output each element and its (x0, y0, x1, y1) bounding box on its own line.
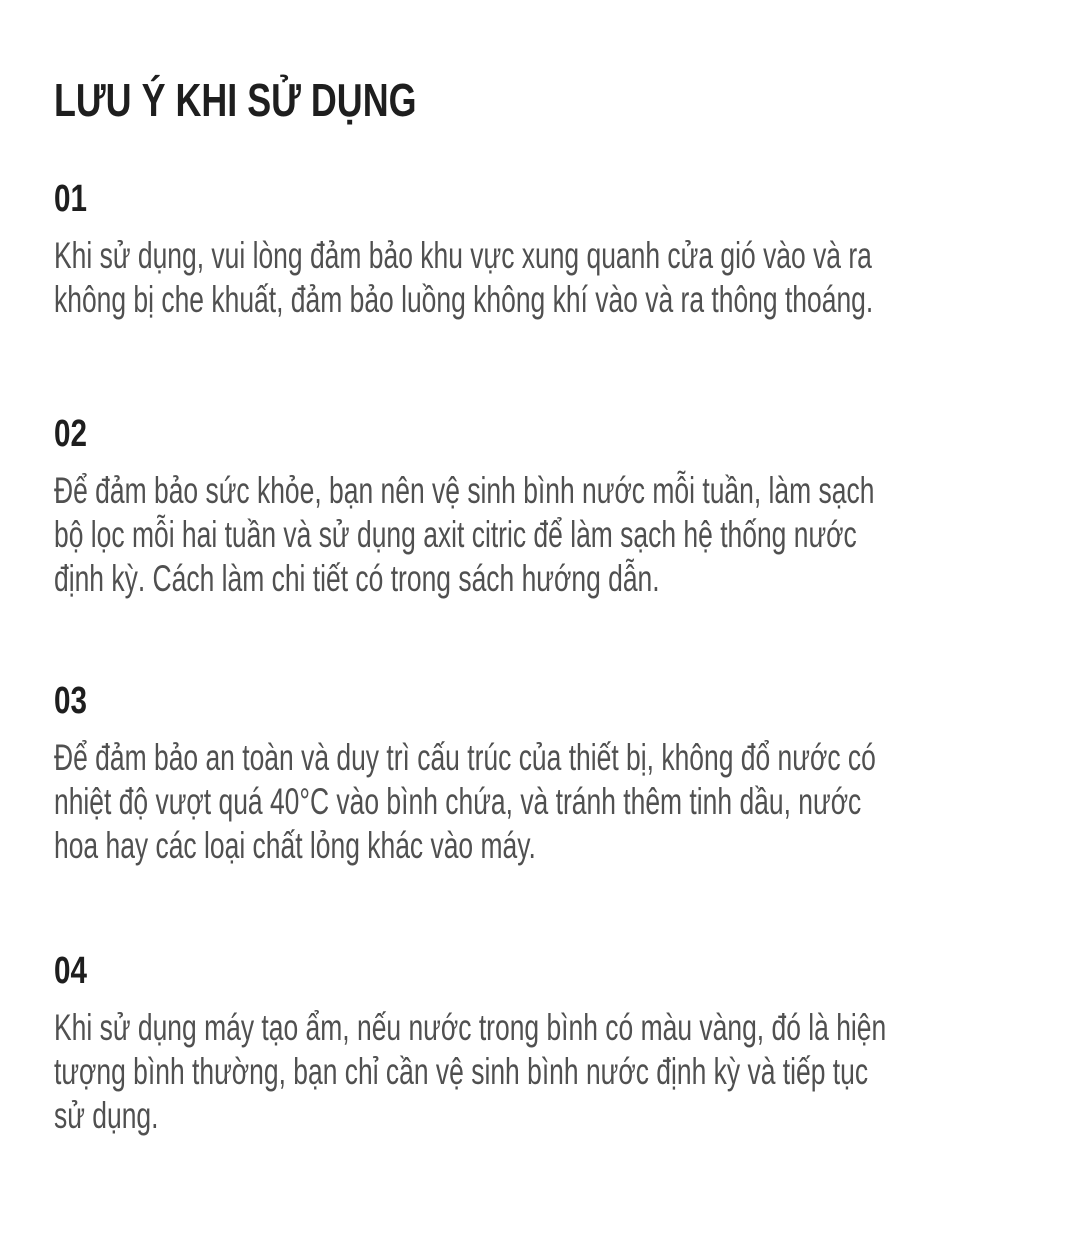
page-title (54, 72, 519, 128)
note-section-02 (54, 411, 1080, 601)
note-number: 02 (54, 413, 87, 455)
note-text (54, 1006, 1080, 1138)
note-section-01 (54, 176, 1080, 322)
note-text-line: Khi sử dụng, vui lòng đảm bảo khu vực xung quanh cửa gió vào và ra (54, 235, 872, 276)
note-number: 01 (54, 178, 87, 220)
note-text (54, 469, 1080, 601)
note-text-line: sử dụng. (54, 1095, 159, 1136)
note-text-line: Để đảm bảo an toàn và duy trì cấu trúc của thiết bị, không đổ nước có (54, 737, 876, 778)
note-number: 04 (54, 950, 87, 992)
note-section-04 (54, 948, 1080, 1138)
note-text-line: bộ lọc mỗi hai tuần và sử dụng axit citric để làm sạch hệ thống nước (54, 514, 857, 555)
note-text (54, 736, 1080, 868)
note-text-line: hoa hay các loại chất lỏng khác vào máy. (54, 825, 536, 866)
note-text-line: Khi sử dụng máy tạo ẩm, nếu nước trong bình có màu vàng, đó là hiện (54, 1007, 887, 1048)
note-text-line: tượng bình thường, bạn chỉ cần vệ sinh bình nước định kỳ và tiếp tục (54, 1051, 869, 1092)
note-text-line: không bị che khuất, đảm bảo luồng không khí vào và ra thông thoáng. (54, 279, 874, 320)
note-number: 03 (54, 680, 87, 722)
note-text-line: Để đảm bảo sức khỏe, bạn nên vệ sinh bình nước mỗi tuần, làm sạch (54, 470, 875, 511)
note-text-line: nhiệt độ vượt quá 40°C vào bình chứa, và tránh thêm tinh dầu, nước (54, 781, 862, 822)
page-title-text: LƯU Ý KHI SỬ DỤNG (54, 74, 417, 126)
note-text-line: định kỳ. Cách làm chi tiết có trong sách hướng dẫn. (54, 558, 660, 599)
note-section-03 (54, 678, 1080, 868)
note-text (54, 234, 1080, 322)
